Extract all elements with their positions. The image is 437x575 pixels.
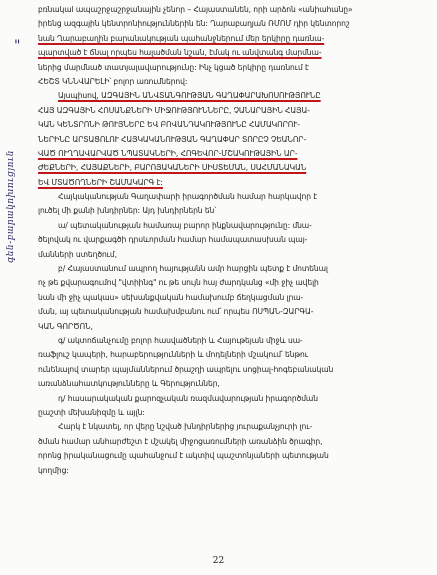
- text-line: ԿԱՆ ԳՈՐԾՈՆ,: [38, 321, 93, 331]
- underlined-line: ԺԵՔՆԵՐԻ, ՀԱՅԱՔՆԵՐԻ, ԲԱՐՈՅԱԿԱՆԵՐԻ ՍԻՍՏԵՄԱՆ, ՍԱՀՄԱՆԱԿԱՆ: [38, 163, 307, 173]
- text-line: ունենալով տարեր պայմաններում ծրաշղի ապրելու սոցիալ-հոգեբանական: [38, 364, 334, 374]
- text-line: Հարկ է նկատել, որ վերը նշված խնդիրներից յուրաքանչյուրի լու-: [58, 422, 313, 432]
- text-line: նան մի ջիչ պակաս» սեխանքվական համախումբ ճեղկացման լրա-: [38, 292, 304, 302]
- underlined-line: ԵՎ ՄՏԱԾՈՂՆԵՐԻ ՇԱՄԱԿԱՐԳ է:: [38, 177, 163, 187]
- text-line: Հայկականության Գաղափարի իրագործման համար հարկավոր է: [58, 192, 318, 202]
- underlined-line: նան Ղարաբաղին բարանակության պահանջներում մեր երկիրը դառնա-: [38, 33, 325, 43]
- text-line: ռաֆլուշ կապերի, հարաբերությունների և մոդելների մշակում՝ ենթու: [38, 350, 308, 360]
- text-line: մանների ստեղծում,: [38, 249, 117, 259]
- underlined-line: Այսպիսով, ԱԶԳԱՅԻՆ ԱՆՎՏԱՆԳՈՒԹՅԱՆ ԳԱՂԱՓԱՐԱԽՈՍՈՒԹՅՈՒՆԸ: [58, 91, 321, 101]
- text-line: ոչ թե քվարագումով "վտիինգ" ու թե սույն հայ ժարդկանց «մի ջիչ ավելի: [38, 278, 319, 288]
- text-line: ա/ պետականության համառայ բարոր ինքնավարությունը: մնա-: [58, 220, 312, 230]
- text-line: բ/ Հայաստանում ապրող հայությանն ամր հարցին պետք է մոտենալ: [58, 264, 328, 274]
- margin-tick-mark: ": [14, 38, 21, 54]
- text-line: ներից մարմնած տատյալավարությունը: Ինչ կցած երկիրը դառնում է: [38, 62, 309, 72]
- text-line: ման, այ պետականության համախմբանու ում՝ որպես ՈՍՊԱՆ-ԶԱՐԳԱ-: [38, 307, 314, 317]
- text-line: որոնց իրականացումը պահանջում է ակտիվ պաշտոնյաների պետության: [38, 451, 329, 461]
- text-line: ծելովակ ու վարքագծի դրսևորման համար համապատասխան պայ-: [38, 235, 308, 245]
- text-line: գ/ ակտոճանչումը բոլոր հասվածների և Հայութեյան միջև սա-: [58, 335, 303, 345]
- text-line: ՆԵՐԻՆԸ ԱՐՏԱՑՈԼՈՒ ՀԱՅԿԱԿԱՆՈՒԹՅԱՆ ԳԱՂԱՓԱՐ ՏՈՐԸՉ ՉԵԱՆՈՐ-: [38, 134, 307, 144]
- text-line: բռնակաl ապաշրջաշրջանային չենոր – Հայաստանեն, որի արձոն «անիահանը»: [38, 5, 353, 14]
- text-line: ծման համար անհարժեշտ է մշակել միջոցառումների առանձին ծրագիր,: [38, 436, 323, 446]
- text-line: կողմից:: [38, 465, 69, 475]
- underlined-line: պարտված է ճնալ որպես հալածման նշան, էմակ ու անվտանգ մարմնա-: [38, 48, 322, 58]
- page-number: 22: [212, 556, 225, 566]
- text-line: առանձնահատկությունները և Գերություններ,: [38, 379, 220, 389]
- text-line: ըաշտի մեխանիզմը և այլն:: [38, 407, 145, 417]
- text-line: ԿԱՆ ԿԵՆՏՐՈՆԻ ԹՈՒՅՆԵՐԸ ԵՎ ԲՈՎԱՆԴԱԿՈՒԹՅՈՒՆԸ ՀԱՄԱԿՈՐՈՒ-: [38, 120, 300, 130]
- text-line: ՀԱՅ ԱԶԳԱՅԻՆ ՀՈՍԱՆՔՆԵՐԻ ՄԻՋՈՒԹՅՈՒՆՆԵՐԸ, ՉԱՆԱՐԱՅԻՆ ՀԱՅԱ-: [38, 105, 310, 115]
- text-line: իրենց ազգային կենտրոնիություններին են: Ղարաբաղյան ՌՄՈՄ դիր կենտորոշ: [38, 19, 350, 29]
- underlined-line: ՎԱԾ ՈՒՂՂԱՎԱՐՎԱԾ ՆՊԱՏԱԿՆԵՐԻ, ՀՈԳԵՎՈՐ-ՄՇԱԿՈՒԹԱՅԻՆ ԱՐ-: [38, 148, 298, 158]
- handwritten-margin-note: գեն-բարակոխուցյուն: [6, 150, 16, 264]
- text-line: լուծել մի քանի խնդիրներ: Այդ խնդիրներն են՝: [38, 206, 216, 216]
- text-line: դ/ հասարակական քարոզչական ռազմավարության իրագործման: [58, 393, 318, 403]
- body-text: [38, 3, 418, 478]
- text-line: ՀԵՇՏ ԿՆՆՎԱՐԵԼԻ՝ բոլոր առումներով:: [38, 76, 188, 86]
